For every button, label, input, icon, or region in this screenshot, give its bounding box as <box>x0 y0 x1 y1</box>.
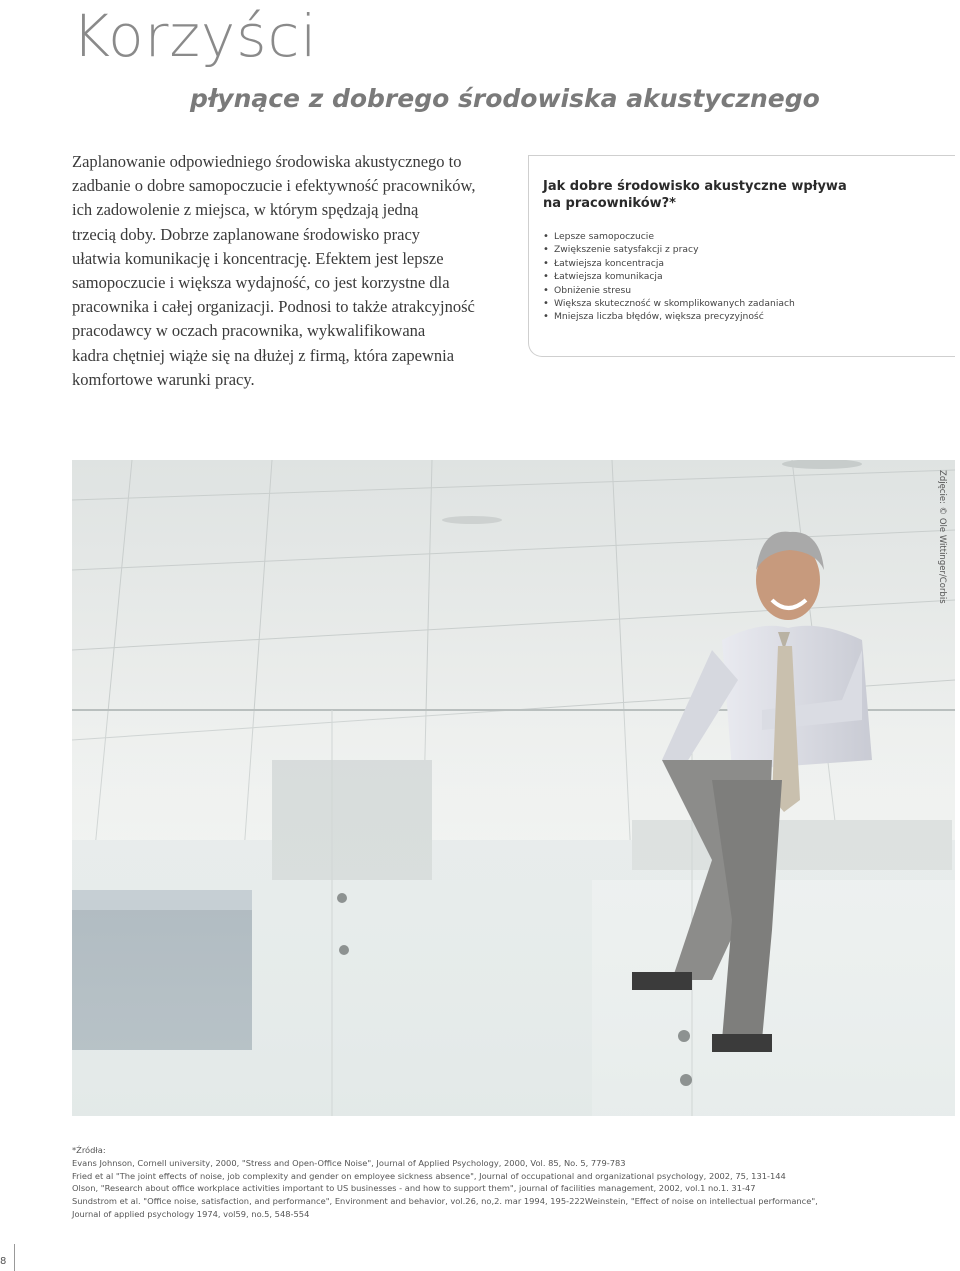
list-item: • Większa skuteczność w skomplikowanych zadaniach <box>543 297 795 310</box>
intro-line: kadra chętniej wiąże się na dłużej z firmą, która zapewnia <box>72 345 455 365</box>
infobox-title-line: na pracowników?* <box>543 196 676 211</box>
sources-section <box>72 1144 942 1221</box>
intro-line: komfortowe warunki pracy. <box>72 369 255 389</box>
infobox-title <box>543 178 943 212</box>
sources-line: Journal of applied psychology 1974, vol59, no.5, 548-554 <box>72 1208 310 1219</box>
intro-line: Zaplanowanie odpowiedniego środowiska akustycznego to <box>72 152 462 171</box>
intro-line: trzecią doby. Dobrze zaplanowane środowisko pracy <box>72 224 421 244</box>
list-item: • Łatwiejsza komunikacja <box>543 270 795 283</box>
infobox-title-line: Jak dobre środowisko akustyczne wpływa <box>543 179 847 194</box>
benefits-infobox <box>528 155 955 357</box>
list-item: • Łatwiejsza koncentracja <box>543 257 795 270</box>
sources-line: Fried et al "The joint effects of noise, job complexity and gender on employee sickness absence", Journal of occupational and organizational psychology, 2002, 75, 131-144 <box>72 1170 786 1181</box>
sources-line: Sundstrom et al. "Office noise, satisfaction, and performance", Environment and behavior, vol.26, no,2. mar 1994, 195-222Weinstein, "Effect of noise on intellectual performance", <box>72 1196 818 1207</box>
page-subtitle: płynące z dobrego środowiska akustycznego <box>190 84 820 113</box>
office-photo-illustration <box>72 460 955 1116</box>
page-number-divider <box>14 1244 15 1271</box>
photo-credit <box>933 470 953 610</box>
intro-line: ułatwia komunikację i koncentrację. Efektem jest lepsze <box>72 248 444 268</box>
page-number: 8 <box>0 1256 7 1267</box>
list-item: • Mniejsza liczba błędów, większa precyzyjność <box>543 310 795 323</box>
intro-line: pracodawcy w oczach pracownika, wykwalifikowana <box>72 321 426 341</box>
sources-line: Evans Johnson, Cornell university, 2000, "Stress and Open-Office Noise", Journal of Applied Psychology, 2000, Vol. 85, No. 5, 779-783 <box>72 1157 626 1168</box>
intro-paragraph <box>72 150 512 392</box>
intro-line: zadbanie o dobre samopoczucie i efektywność pracowników, <box>72 176 476 196</box>
sources-line: *Źródła: <box>72 1145 106 1155</box>
page-title: Korzyści <box>72 2 318 70</box>
intro-line: samopoczucie i większa wydajność, co jest korzystne dla <box>72 273 450 293</box>
intro-line: ich zadowolenie z miejsca, w którym spędzają jedną <box>72 200 419 220</box>
list-item: • Lepsze samopoczucie <box>543 230 795 243</box>
photo-credit-text: Zdjęcie: © Ole Wittinger/Corbis <box>937 470 947 604</box>
benefits-list <box>543 230 795 324</box>
list-item: • Obniżenie stresu <box>543 284 795 297</box>
sources-line: Olson, "Research about office workplace activities important to US businesses - and how to support them", journal of facilities management, 2002, vol.1 no.1. 31-47 <box>72 1183 756 1194</box>
list-item: • Zwiększenie satysfakcji z pracy <box>543 243 795 256</box>
intro-line: pracownika i całej organizacji. Podnosi to także atrakcyjność <box>72 297 475 317</box>
office-photo <box>72 460 955 1116</box>
